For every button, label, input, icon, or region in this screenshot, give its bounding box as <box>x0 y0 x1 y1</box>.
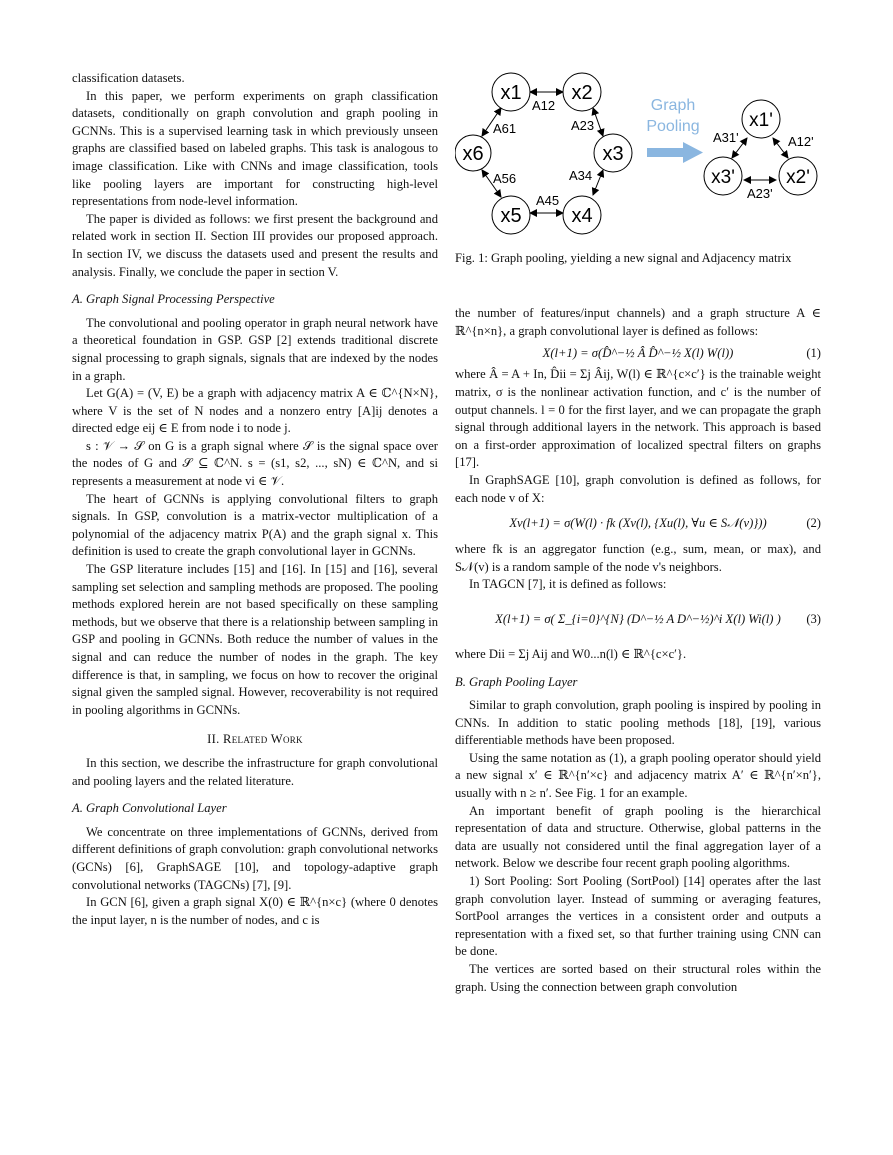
paragraph-where-2: where fk is an aggregator function (e.g., sum, mean, or max), and S𝒩(v) is a random sample of the node v's neighbors. <box>455 542 821 574</box>
edge-label: A34 <box>569 168 593 183</box>
paragraph-graphsage: In GraphSAGE [10], graph convolution is defined as follows, for each node v of X: <box>455 472 821 505</box>
node-label: x3 <box>602 143 624 165</box>
pooling-arrow-shaft <box>647 148 683 157</box>
node-label: x6 <box>462 143 484 165</box>
paragraph-gsp-1: The convolutional and pooling operator in graph neural network have a theoretical foundation in GSP. GSP [2] extends traditional discrete signal processing to graph signals, signals that are indexed by the nodes in a graph. <box>72 315 438 383</box>
paragraph-gcl-1: We concentrate on three implementations of GCNNs, derived from different definitions of graph convolution: graph convolutional networks (GCNs) [6], GraphSAGE [10], and topology-adaptive graph convolutional networks (TAGCNs) [7], [9]. <box>72 824 438 892</box>
paragraph-pooling-3: An important benefit of graph pooling is the hierarchical representation of data and structure. Otherwise, global patterns in the data are usually not considered until the final aggregation layer of a network. Below we describe four recent graph pooling algorithms. <box>455 803 821 871</box>
paragraph-this-paper: In this paper, we perform experiments on graph classification datasets, conditionally on graph convolution and graph pooling in GCNNs. This is a supervised learning task in which previously unseen graphs are classified based on labeled graphs. This task is analogous to image classification. Like with CNNs and image classification, tools like pooling layers are important for constructing high-level representations from node-level information. <box>72 88 438 209</box>
graph-pooling-diagram <box>455 70 821 240</box>
edge-a23 <box>593 108 603 136</box>
edge-label: A31' <box>713 130 739 145</box>
paragraph-sortpool-2: The vertices are sorted based on their structural roles within the graph. Using the connection between graph convolution <box>455 962 821 994</box>
equation-1-body: X(l+1) = σ(D̂^−½ Â D̂^−½ X(l) W(l)) <box>542 345 734 360</box>
edge-label: A12 <box>532 98 556 113</box>
edge-a34 <box>593 170 603 195</box>
equation-3-number: (3) <box>806 612 821 627</box>
edge-label: A61 <box>493 121 517 136</box>
node-label: x2 <box>571 82 593 104</box>
equation-1 <box>455 342 821 364</box>
paragraph-gsp-4: The heart of GCNNs is applying convolutional filters to graph signals. In GSP, convolution is a matrix-vector multiplication of a polynomial of the adjacency matrix P(A) and the graph signal x. This definition is used to create the graph convolutional layer in GCNNs. <box>72 491 438 559</box>
paragraph-gcl-2: In GCN [6], given a graph signal X(0) ∈ ℝ^{n×c} (where 0 denotes the input layer, n is the number of nodes, and c is <box>72 895 438 927</box>
paragraph-intro-tail: classification datasets. <box>72 71 185 85</box>
equation-2-body: Xv(l+1) = σ(W(l) · fk (Xv(l), {Xu(l), ∀u ∈ S𝒩(v)})) <box>509 516 767 531</box>
node-label: x1' <box>749 110 773 131</box>
node-label: x5 <box>500 205 522 227</box>
paragraph-related-work: In this section, we describe the infrastructure for graph convolutional and pooling layers and the related literature. <box>72 755 438 788</box>
paragraph-where-3: where Dii = Σj Aij and W0...n(l) ∈ ℝ^{c×c′}. <box>455 646 687 661</box>
left-column <box>72 70 438 929</box>
node-label: x4 <box>571 205 593 227</box>
equation-3 <box>455 596 821 644</box>
subsection-heading-pooling: B. Graph Pooling Layer <box>455 674 578 689</box>
section-heading-related-work: II. Related Work <box>207 732 303 747</box>
edge-label: A23' <box>747 186 773 201</box>
paragraph-pooling-2: Using the same notation as (1), a graph pooling operator should yield a new signal x′ ∈ ℝ^{n′×c} and adjacency matrix A′ ∈ ℝ^{n′×n′}, usually with n ≥ n′. See Fig. 1 for an example. <box>455 750 821 801</box>
edge-label: A56 <box>493 171 517 186</box>
equation-1-number: (1) <box>806 345 821 360</box>
figure-graph-pooling <box>455 70 821 267</box>
paragraph-sortpool-1: 1) Sort Pooling: Sort Pooling (SortPool) [14] operates after the last graph convolution layer. Instead of summing or averaging features, SortPool arranges the vertices in a consistent order and outputs a representation with a fixed set, so that further training using CNN can be done. <box>455 874 821 959</box>
edge-a12p <box>773 138 788 158</box>
node-label: x2' <box>786 167 810 188</box>
paragraph-where-1: where Â = A + In, D̂ii = Σj Âij, W(l) ∈ ℝ^{c×c′} is the trainable weight matrix, σ is the nonlinear activation function, and c′ is the number of output channels. l = 0 for the first layer, and we can propagate the graph signal through additional layers in the network. This approach is based on a first-order approximation of localized spectral filters on graphs [17]. <box>455 367 821 470</box>
paragraph-gsp-3: s : 𝒱 → 𝒮 on G is a graph signal where 𝒮 is the signal space over the nodes of G and 𝒮 ⊆ ℂ^N. s = (s1, s2, ..., sN) ∈ ℂ^N, and si represents a measurement at node vi ∈ 𝒱. <box>72 438 438 489</box>
paragraph-pooling-1: Similar to graph convolution, graph pooling is inspired by pooling in CNNs. In addition to static pooling methods [18], [19], various differentiable methods have been proposed. <box>455 698 821 748</box>
edge-label: A12' <box>788 134 814 149</box>
node-label: x3' <box>711 167 735 188</box>
paragraph-gsp-5: The GSP literature includes [15] and [16]. In [15] and [16], several sampling set selection and sampling methods are proposed. The pooling methods explored herein are not based specifically on these sampling methods, but we observe that there is a relationship between sampling in GSP and pooling in GCNNs. Both reduce the number of values in the signal and can reduce the number of nodes in the graph. The key difference is that, in sampling, we focus on how to recover the original signal given the sampled signal. However, recoverability is not required in pooling algorithms in GCNNs. <box>72 562 438 717</box>
pooling-arrow-head <box>683 142 703 163</box>
equation-2 <box>455 509 821 539</box>
paragraph-gsp-2: Let G(A) = (V, E) be a graph with adjacency matrix A ∈ ℂ^{N×N}, where V is the set of N nodes and a nonzero entry [A]ij denotes a directed edge eij ∈ E from node i to node j. <box>72 386 438 436</box>
figure-caption: Fig. 1: Graph pooling, yielding a new signal and Adjacency matrix <box>455 250 792 265</box>
pooling-label-line2: Pooling <box>646 118 700 135</box>
paragraph-gcn-cont: the number of features/input channels) and a graph structure A ∈ ℝ^{n×n}, a graph convolutional layer is defined as follows: <box>455 306 821 338</box>
edge-label: A45 <box>536 193 560 208</box>
subsection-heading-gsp: A. Graph Signal Processing Perspective <box>72 292 275 307</box>
paragraph-tagcn: In TAGCN [7], it is defined as follows: <box>469 577 667 592</box>
paragraph-paper-divided: The paper is divided as follows: we first present the background and related work in section II. Section III provides our proposed approach. In section IV, we discuss the datasets used and present the results and analysis. Finally, we conclude the paper in section V. <box>72 211 438 279</box>
right-column <box>455 70 821 996</box>
pooling-label-line1: Graph <box>650 97 696 114</box>
equation-2-number: (2) <box>806 516 821 531</box>
subsection-heading-gcl: A. Graph Convolutional Layer <box>72 801 227 816</box>
node-label: x1 <box>500 82 522 104</box>
edge-label: A23 <box>571 118 595 133</box>
equation-3-body: X(l+1) = σ( Σ_{i=0}^{N} (D^−½ A D^−½)^i X(l) Wi(l) ) <box>495 612 781 627</box>
